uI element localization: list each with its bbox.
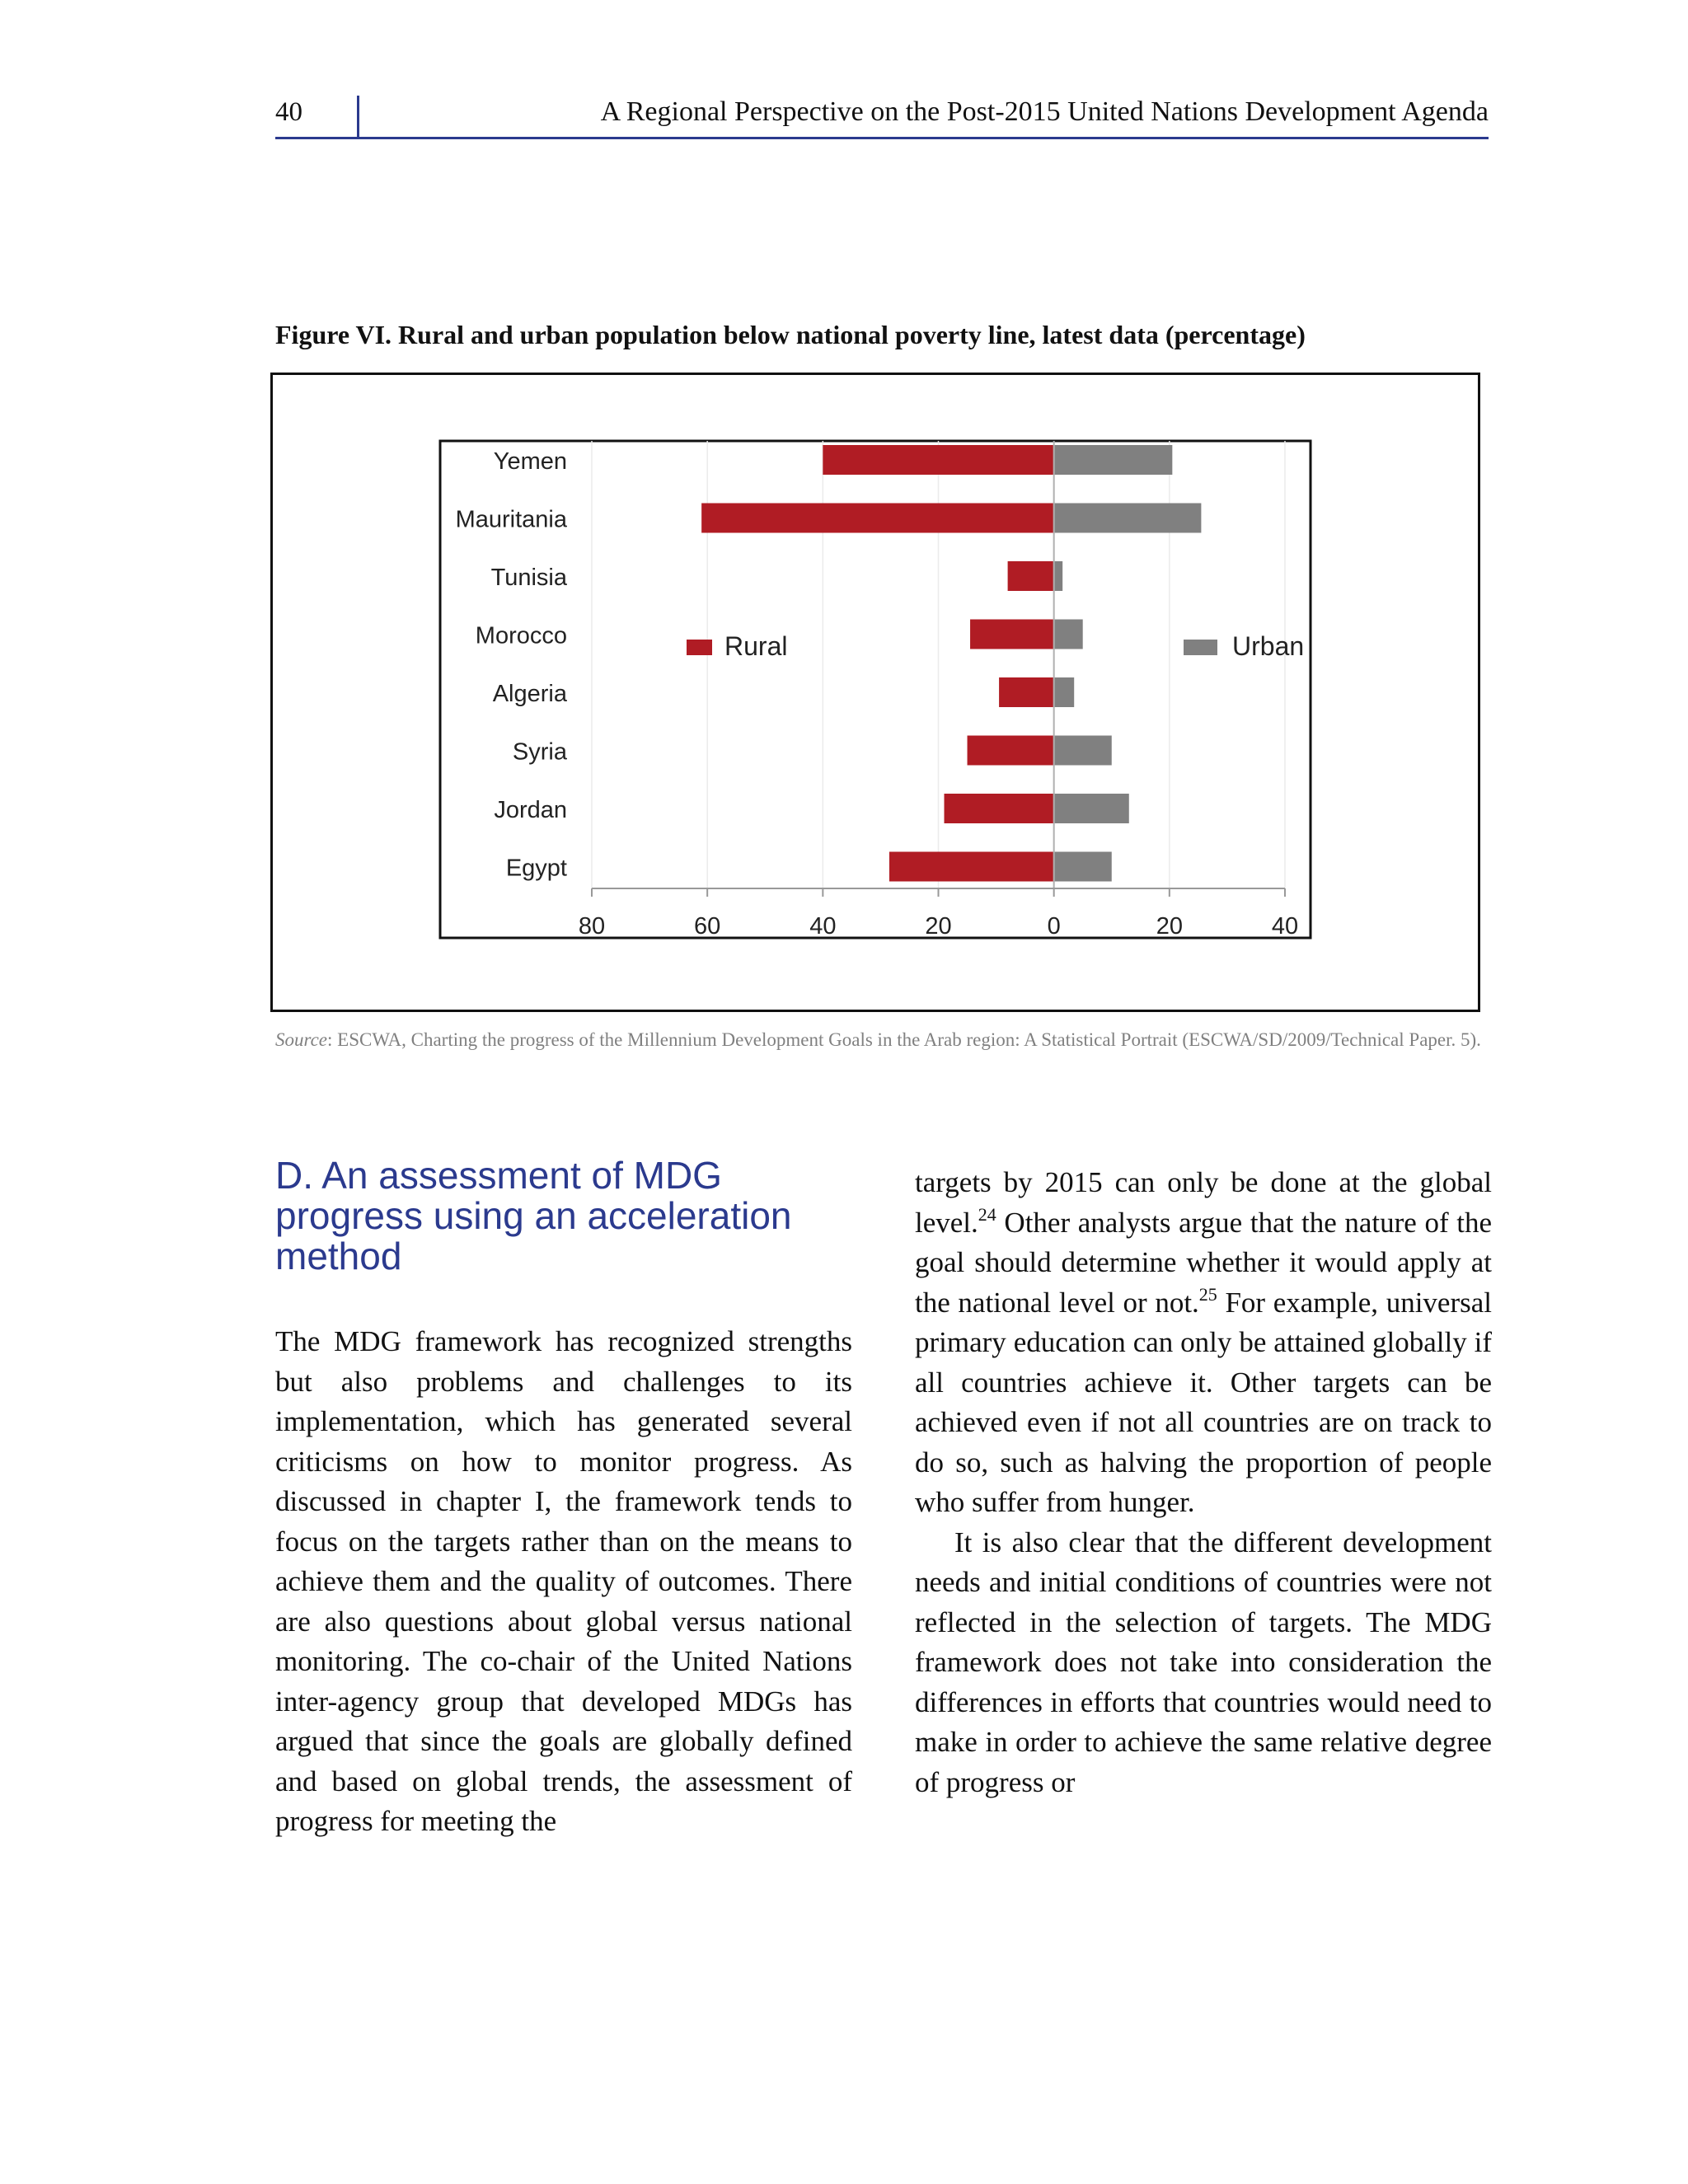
bar-urban-syria xyxy=(1054,736,1112,766)
bar-urban-tunisia xyxy=(1054,561,1063,591)
paragraph: It is also clear that the different development needs and initial conditions of countries were not reflected in the selection of targets. The MDG framework does not take into consideration the differences in efforts that countries would need to make in order to achieve the same relative degree of progress or xyxy=(915,1526,1492,1798)
section-heading: D. An assessment of MDG progress using an acceleration method xyxy=(275,1154,792,1277)
bar-urban-yemen xyxy=(1054,445,1173,475)
bar-rural-algeria xyxy=(999,677,1054,707)
paragraph xyxy=(915,1163,1492,1523)
x-tick-label-1: 60 xyxy=(694,913,721,940)
category-label-syria: Syria xyxy=(512,738,567,766)
paragraph-text: For example, universal primary education can only be attained globally if all countries achieve it. Other targets can be achieved even if not all countries are on track to do so, such as halving the proportion of people who suffer from hunger. xyxy=(915,1286,1492,1518)
bar-rural-mauritania xyxy=(701,504,1054,533)
bar-urban-morocco xyxy=(1054,620,1083,649)
bar-rural-yemen xyxy=(823,445,1053,475)
bar-rural-egypt xyxy=(889,852,1054,882)
x-tick-label-6: 40 xyxy=(1271,913,1299,940)
bar-rural-jordan xyxy=(945,794,1054,823)
paragraph-text: Other analysts argue that the nature of the goal should determine whether it would apply at the national level or not. xyxy=(915,1206,1492,1319)
legend-swatch-rural xyxy=(687,640,712,655)
source-label: Source xyxy=(275,1029,328,1050)
x-tick-label-4: 0 xyxy=(1047,913,1061,940)
legend-label-rural: Rural xyxy=(724,631,788,661)
bar-rural-morocco xyxy=(970,620,1054,649)
right-column xyxy=(915,1163,1492,1802)
source-note xyxy=(275,1029,1493,1052)
source-text: : ESCWA, Charting the progress of the Millennium Development Goals in the Arab region: A Statistical Portrait (ESCWA/SD/2009/Technical Paper. 5). xyxy=(327,1029,1481,1050)
x-tick-label-5: 20 xyxy=(1156,913,1183,940)
figure-caption: Figure VI. Rural and urban population below national poverty line, latest data (percentage) xyxy=(275,320,1306,349)
category-label-jordan: Jordan xyxy=(494,797,567,823)
category-label-yemen: Yemen xyxy=(493,448,567,475)
page-number: 40 xyxy=(275,97,302,127)
poverty-line-chart xyxy=(0,0,1688,1071)
paragraph-text: targets by 2015 can only be done at the global level. xyxy=(915,1166,1492,1239)
legend-label-urban: Urban xyxy=(1232,631,1305,661)
bar-urban-algeria xyxy=(1054,677,1075,707)
left-column xyxy=(275,1322,852,1842)
footnote-ref-24[interactable]: 24 xyxy=(978,1203,996,1225)
bar-rural-tunisia xyxy=(1008,561,1054,591)
legend-swatch-urban xyxy=(1184,640,1217,655)
x-tick-label-3: 20 xyxy=(925,913,952,940)
bar-rural-syria xyxy=(968,736,1054,766)
category-label-tunisia: Tunisia xyxy=(490,565,567,591)
x-tick-label-0: 80 xyxy=(578,913,606,940)
paragraph: The MDG framework has recognized strengths but also problems and challenges to its implementation, which has generated several criticisms on how to monitor progress. As discussed in chapter I, the framework tends to focus on the targets rather than on the means to achieve them and the quality of outcomes. There are also questions about global versus national monitoring. The co-chair of the United Nations inter-agency group that developed MDGs has argued that since the goals are globally defined and based on global trends, the assessment of progress for meeting the xyxy=(275,1325,852,1837)
bar-urban-jordan xyxy=(1054,794,1129,823)
bar-urban-egypt xyxy=(1054,852,1112,882)
x-tick-label-2: 40 xyxy=(809,913,837,940)
category-label-algeria: Algeria xyxy=(492,681,567,707)
category-label-morocco: Morocco xyxy=(475,622,567,649)
running-header-title: A Regional Perspective on the Post-2015 United Nations Development Agenda xyxy=(600,96,1489,127)
footnote-ref-25[interactable]: 25 xyxy=(1198,1283,1217,1305)
category-label-mauritania: Mauritania xyxy=(455,506,567,533)
category-label-egypt: Egypt xyxy=(505,855,567,882)
bar-urban-mauritania xyxy=(1054,504,1202,533)
